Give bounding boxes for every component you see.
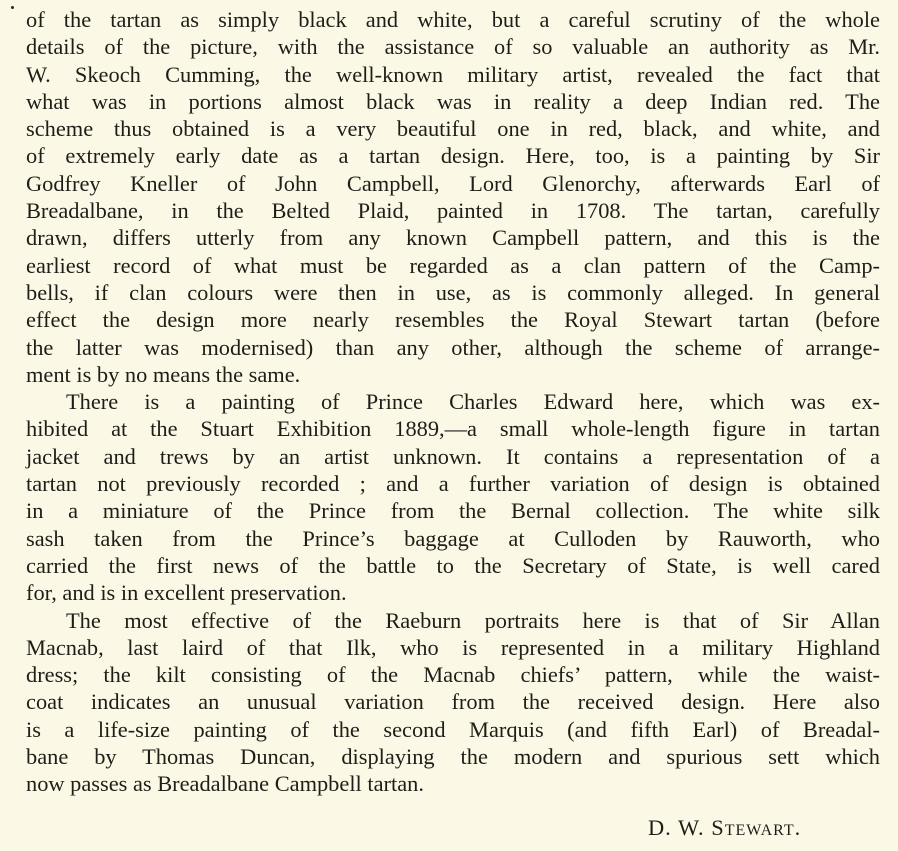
text-line: Breadalbane, in the Belted Plaid, painted in 1708. The tartan, carefully [26,198,880,224]
text-line: what was in portions almost black was in reality a deep Indian red. The [26,88,880,114]
text-line: jacket and trews by an artist unknown. It contains a representation of a [26,443,880,469]
body-text [26,6,880,798]
text-line: dress; the kilt consisting of the Macnab chiefs’ pattern, while the waist- [26,662,880,688]
text-line: scheme thus obtained is a very beautiful one in red, black, and white, and [26,116,880,142]
paragraph [26,388,880,606]
text-line: is a life-size painting of the second Marquis (and fifth Earl) of Breadal- [26,716,880,742]
text-line: There is a painting of Prince Charles Edward here, which was ex- [66,389,880,415]
text-line: drawn, differs utterly from any known Campbell pattern, and this is the [26,225,880,251]
paragraph [26,607,880,798]
text-line: carried the first news of the battle to the Secretary of State, is well cared [26,552,880,578]
author-signature [648,815,801,841]
text-line: bane by Thomas Duncan, displaying the modern and spurious sett which [26,744,880,770]
text-line: bells, if clan colours were then in use, as is commonly alleged. In general [26,279,880,305]
text-line: now passes as Breadalbane Campbell tartan. [26,771,424,797]
text-line: Macnab, last laird of that Ilk, who is represented in a military Highland [26,634,880,660]
text-line: tartan not previously recorded ; and a further variation of design is obtained [26,471,880,497]
text-line: of extremely early date as a tartan design. Here, too, is a painting by Sir [26,143,880,169]
text-line: W. Skeoch Cumming, the well-known military artist, revealed the fact that [26,61,880,87]
text-line: The most effective of the Raeburn portraits here is that of Sir Allan [66,607,880,633]
text-line: details of the picture, with the assistance of so valuable an authority as Mr. [26,34,880,60]
signature-initials: D. W. [648,815,705,840]
text-line: sash taken from the Prince’s baggage at Culloden by Rauworth, who [26,525,880,551]
text-line: effect the design more nearly resembles the Royal Stewart tartan (before [26,307,880,333]
text-line: earliest record of what must be regarded as a clan pattern of the Camp- [26,252,880,278]
text-line: for, and is in excellent preservation. [26,580,347,606]
text-line: of the tartan as simply black and white, but a careful scrutiny of the whole [26,7,880,32]
text-line: hibited at the Stuart Exhibition 1889,—a small whole-length figure in tartan [26,416,880,442]
paragraph [26,6,880,388]
text-line: in a miniature of the Prince from the Bernal collection. The white silk [26,498,880,524]
text-line: coat indicates an unusual variation from the received design. Here also [26,689,880,715]
text-line: ment is by no means the same. [26,361,301,387]
print-speck [11,6,14,9]
signature-surname: Stewart. [711,815,802,840]
text-line: Godfrey Kneller of John Campbell, Lord Glenorchy, afterwards Earl of [26,170,880,196]
text-line: the latter was modernised) than any other, although the scheme of arrange- [26,334,880,360]
